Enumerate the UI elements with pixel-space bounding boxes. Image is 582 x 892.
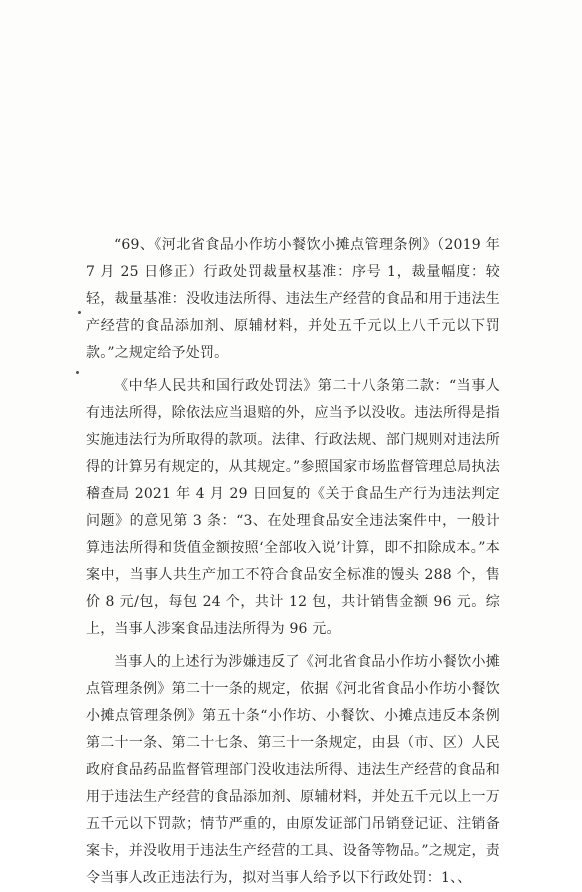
scan-speck — [78, 311, 81, 314]
scan-speck — [76, 371, 79, 374]
document-body — [86, 232, 500, 892]
paragraph-violation-decision: 当事人的上述行为涉嫌违反了《河北省食品小作坊小餐饮小摊点管理条例》第二十一条的规定，依据《河北省食品小作坊小餐饮小摊点管理条例》第五十条“小作坊、小餐饮、小摊点违反本条例第二十一条、第二十七条、第三十一条规定，由县（市、区）人民政府食品药品监督管理部门没收违法所得、违法生产经营的食品和用于违法生产经营的食品添加剂、原辅材料，并处五千元以上一万五千元以下罚款；情节严重的，由原发证部门吊销登记证、注销备案卡，并没收用于违法生产经营的工具、设备等物品。”之规定，责令当事人改正违法行为，拟对当事人给予以下行政处罚：1、、 — [86, 654, 500, 886]
paragraph-penalty-basis: “69、《河北省食品小作坊小餐饮小摊点管理条例》（2019 年 7 月 25 日修正）行政处罚裁量权基准：序号 1，裁量幅度：较轻，裁量基准：没收违法所得、违法生产经营的食品和用于违法生产经营的食品添加剂、原辅材料，并处五千元以上八千元以下罚款。”之规定给予处罚。 — [86, 237, 500, 361]
paragraph-illegal-income: 《中华人民共和国行政处罚法》第二十八条第二款：“当事人有违法所得，除依法应当退赔的外，应当予以没收。违法所得是指实施违法行为所取得的款项。法律、行政法规、部门规则对违法所得的计算另有规定的，从其规定。”参照国家市场监督管理总局执法稽查局 2021 年 4 月 29 日回复的《关于食品生产行为违法判定问题》的意见第 3 条：“3、在处理食品安全违法案件中，一般计算违法所得和货值金额按照‘全部收入说’计算，即不扣除成本。”本案中，当事人共生产加工不符合食品安全标准的馒头 288 个，售价 8 元/包，每包 24 个，共计 12 包，共计销售金额 96 元。综上，当事人涉案食品违法所得为 96 元。 — [86, 378, 500, 637]
